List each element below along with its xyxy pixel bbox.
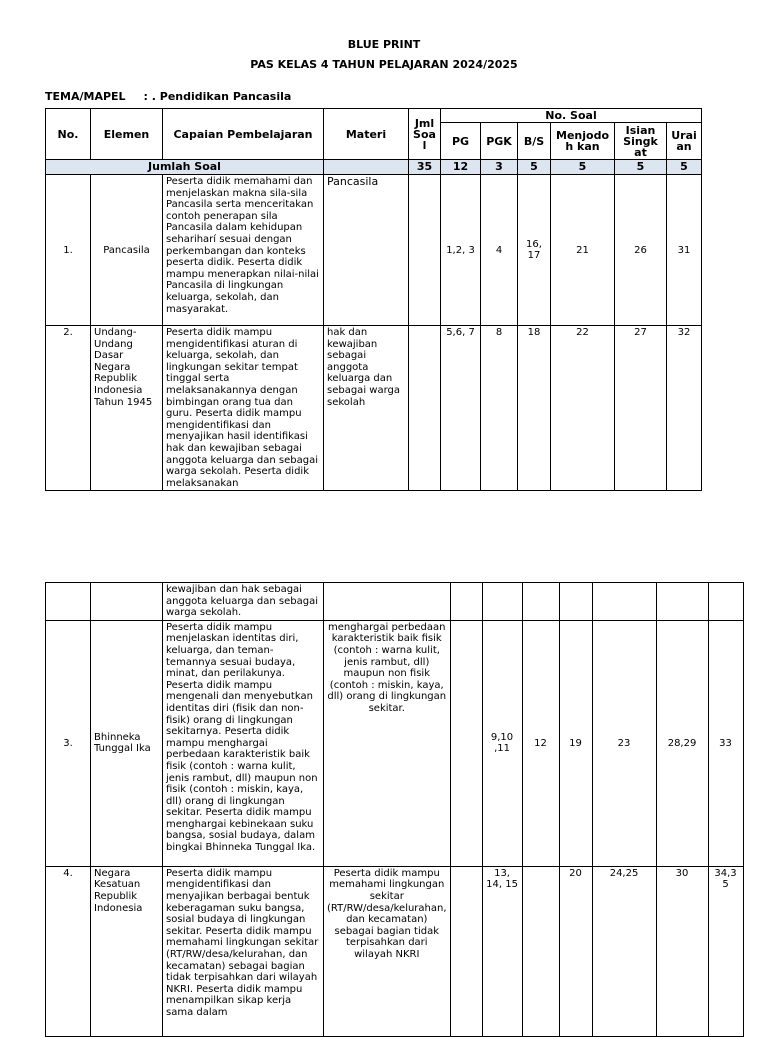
- row-menjodohkan: 23: [592, 620, 656, 866]
- blueprint-table-page2: [45, 582, 744, 1037]
- row-jml: [450, 583, 482, 621]
- row-materi: hak dan kewajiban sebagai anggota keluarga dan sebagai warga sekolah: [324, 326, 409, 491]
- header-no-soal: No. Soal: [441, 109, 702, 123]
- row-materi: Peserta didik mampu memahami lingkungan sekitar (RT/RW/desa/kelurahan, dan kecamatan) sebagai bagian tidak terpisahkan dari wilayah NKRI: [324, 866, 451, 1036]
- row-capaian: Peserta didik memahami dan menjelaskan makna sila-sila Pancasila serta menceritakan contoh penerapan sila Pancasila dalam kehidupan sehariharí sesuai dengan perkembangan dan konteks peserta didik. Peserta didik mampu menerapkan nilai-nilai Pancasila di lingkungan keluarga, sekolah, dan masyarakat.: [163, 175, 324, 326]
- table-row: [46, 583, 744, 621]
- row-menjodohkan: 21: [551, 175, 615, 326]
- row-uraian: 31: [667, 175, 702, 326]
- row-pg: 5,6, 7: [441, 326, 481, 491]
- row-jml: [450, 620, 482, 866]
- header-elemen: Elemen: [91, 109, 163, 160]
- jumlah-pg: 12: [441, 160, 481, 175]
- row-jml: [450, 866, 482, 1036]
- row-no: 2.: [46, 326, 91, 491]
- row-isian: 27: [615, 326, 667, 491]
- row-menjodohkan: 22: [551, 326, 615, 491]
- row-jml: [409, 175, 441, 326]
- table-row: [46, 175, 702, 326]
- row-bs: 16, 17: [518, 175, 551, 326]
- row-jml: [409, 326, 441, 491]
- row-isian: 30: [656, 866, 708, 1036]
- blueprint-table-page1: [45, 108, 702, 491]
- header-uraian: Urai an: [667, 123, 702, 160]
- row-elemen: [91, 583, 163, 621]
- row-capaian: Peserta didik mampu menjelaskan identitas diri, keluarga, dan teman-temannya sesuai budaya, minat, dan perilakunya. Peserta didik mampu mengenali dan menyebutkan identitas diri (fisik dan non-fisik) orang di lingkungan sekitarnya. Peserta didik mampu menghargai perbedaan karakteristik baik fisik (contoh : warna kulit, jenis rambut, dll) maupun non fisik (contoh : miskin, kaya, dll) orang di lingkungan sekitar. Peserta didik mampu menghargai kebinekaan suku bangsa, sosial budaya, dalam bingkai Bhinneka Tunggal Ika.: [163, 620, 324, 866]
- header-pg: PG: [441, 123, 481, 160]
- jumlah-materi: [324, 160, 409, 175]
- row-capaian: Peserta didik mampu mengidentifikasi aturan di keluarga, sekolah, dan lingkungan sekitar tempat tinggal serta melaksanakannya dengan bimbingan orang tua dan guru. Peserta didik mampu mengidentifikasi dan menyajikan hasil identifikasi hak dan kewajiban sebagai anggota keluarga dan sebagai warga sekolah. Peserta didik melaksanakan: [163, 326, 324, 491]
- row-pgk: [522, 866, 559, 1036]
- jumlah-pgk: 3: [481, 160, 518, 175]
- row-pgk: 4: [481, 175, 518, 326]
- header-pgk: PGK: [481, 123, 518, 160]
- row-pgk: 12: [522, 620, 559, 866]
- row-bs: 20: [559, 866, 592, 1036]
- row-bs: 19: [559, 620, 592, 866]
- row-isian: 28,29: [656, 620, 708, 866]
- header-jml-soal: Jml Soa l: [409, 109, 441, 160]
- row-no: 4.: [46, 866, 91, 1036]
- row-elemen: Negara Kesatuan Republik Indonesia: [91, 866, 163, 1036]
- row-uraian: 34,3 5: [708, 866, 743, 1036]
- row-materi: [324, 583, 451, 621]
- row-menjodohkan: 24,25: [592, 866, 656, 1036]
- row-pgk: 8: [481, 326, 518, 491]
- table-row: [46, 326, 702, 491]
- header-materi: Materi: [324, 109, 409, 160]
- row-materi: Pancasila: [324, 175, 409, 326]
- row-pgk: [522, 583, 559, 621]
- jumlah-menjodohkan: 5: [551, 160, 615, 175]
- row-pg: 1,2, 3: [441, 175, 481, 326]
- row-bs: [559, 583, 592, 621]
- table-row: [46, 866, 744, 1036]
- row-bs: 18: [518, 326, 551, 491]
- row-isian: 26: [615, 175, 667, 326]
- header-no: No.: [46, 109, 91, 160]
- tema-label: TEMA/MAPEL: [45, 90, 126, 103]
- header-capaian: Capaian Pembelajaran: [163, 109, 324, 160]
- jumlah-label: Jumlah Soal: [46, 160, 324, 175]
- table-row: [46, 620, 744, 866]
- row-uraian: [708, 583, 743, 621]
- row-pg: 13, 14, 15: [482, 866, 522, 1036]
- row-no: [46, 583, 91, 621]
- tema-line: [45, 90, 291, 103]
- tema-value: : . Pendidikan Pancasila: [143, 90, 292, 103]
- header-isian-singkat: Isian Singk at: [615, 123, 667, 160]
- jumlah-soal-row: [46, 160, 702, 175]
- row-elemen: Pancasila: [91, 175, 163, 326]
- row-elemen: Bhinneka Tunggal Ika: [91, 620, 163, 866]
- row-uraian: 33: [708, 620, 743, 866]
- header-bs: B/S: [518, 123, 551, 160]
- row-capaian: Peserta didik mampu mengidentifikasi dan menyajikan berbagai bentuk keberagaman suku bangsa, sosial budaya di lingkungan sekitar. Peserta didik mampu memahami lingkungan sekitar (RT/RW/desa/kelurahan, dan kecamatan) sebagai bagian tidak terpisahkan dari wilayah NKRI. Peserta didik mampu menampilkan sikap kerja sama dalam: [163, 866, 324, 1036]
- row-no: 1.: [46, 175, 91, 326]
- jumlah-uraian: 5: [667, 160, 702, 175]
- row-pg: [482, 583, 522, 621]
- doc-subtitle: PAS KELAS 4 TAHUN PELAJARAN 2024/2025: [250, 58, 518, 71]
- row-elemen: Undang-Undang Dasar Negara Republik Indonesia Tahun 1945: [91, 326, 163, 491]
- jumlah-bs: 5: [518, 160, 551, 175]
- jumlah-isian: 5: [615, 160, 667, 175]
- row-isian: [656, 583, 708, 621]
- jumlah-jml: 35: [409, 160, 441, 175]
- row-materi: menghargai perbedaan karakteristik baik fisik (contoh : warna kulit, jenis rambut, dll) maupun non fisik (contoh : miskin, kaya, dll) orang di lingkungan sekitar.: [324, 620, 451, 866]
- row-uraian: 32: [667, 326, 702, 491]
- doc-title: BLUE PRINT: [347, 38, 421, 51]
- row-capaian: kewajiban dan hak sebagai anggota keluarga dan sebagai warga sekolah.: [163, 583, 324, 621]
- header-menjodohkan: Menjodo h kan: [551, 123, 615, 160]
- row-pg: 9,10 ,11: [482, 620, 522, 866]
- row-menjodohkan: [592, 583, 656, 621]
- row-no: 3.: [46, 620, 91, 866]
